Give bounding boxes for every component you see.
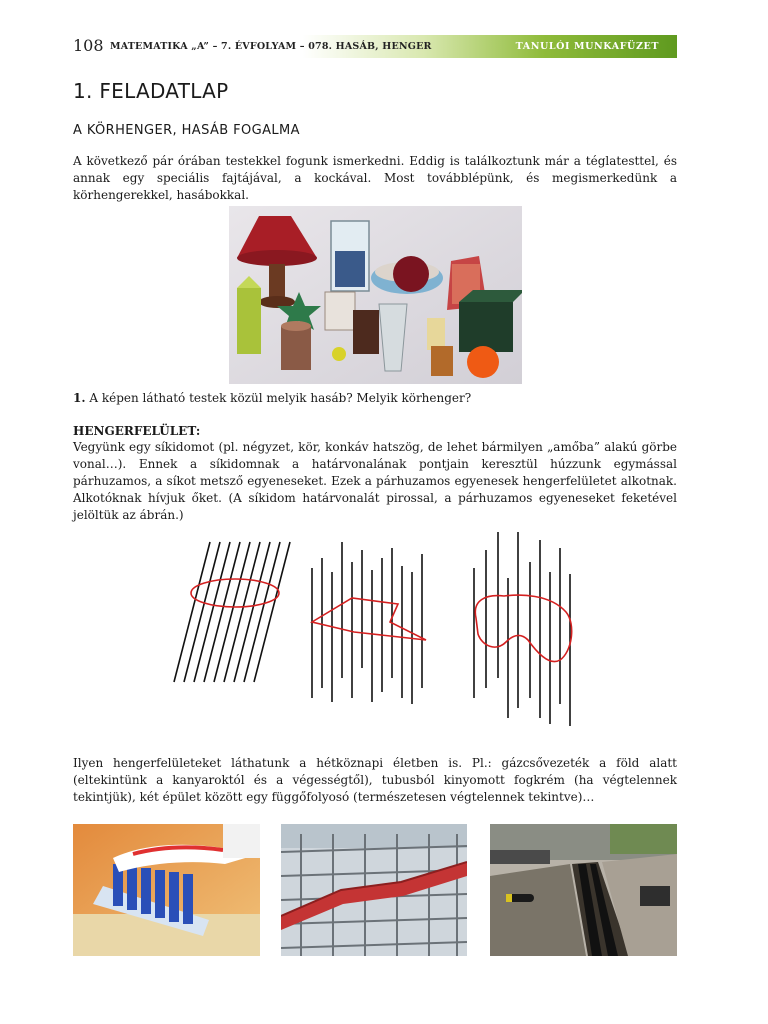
pipeline-photo	[490, 824, 677, 956]
building-photo	[281, 824, 467, 956]
toothpaste-photo	[73, 824, 260, 956]
figure-amoeba-boundary	[475, 595, 571, 661]
sheet-title: 1. FELADATLAP	[73, 79, 229, 103]
question-text: A képen látható testek közül melyik hasáb? Melyik körhenger?	[85, 391, 472, 405]
examples-paragraph: Ilyen hengerfelületeket láthatunk a hétköznapi életben is. Pl.: gázcsővezeték a föld alatt (eltekintünk a kanyaroktól és a végességtől), tubusból kinyomott fogkrém (ha végtelennek tekintjük), két épület között egy függőfolyosó (természetesen végtelennek tekintve)…	[73, 756, 677, 804]
page-number: 108	[73, 36, 104, 55]
header-right-label: TANULÓI MUNKAFÜZET	[515, 41, 659, 52]
hengerfelulet-paragraph: Vegyünk egy síkidomot (pl. négyzet, kör, konkáv hatszög, de lehet bármilyen „amőba” alakú görbe vonal…). Ennek a síkidomnak a határvonalának pontjain keresztül húzzunk egymással párhuzamos, a síkot metsző egyeneseket. Ezek a párhuzamos egyenesek hengerfelületet alkotnak. Alkotóknak hívjuk őket. (A síkidom határvonalát pirossal, a párhuzamos egyeneseket feketével jelöltük az ábrán.)	[73, 440, 677, 522]
figure-polygon	[312, 542, 422, 704]
question-1	[73, 391, 471, 405]
figure-amoeba	[474, 532, 570, 726]
intro-paragraph: A következő pár órában testekkel fogunk ismerkedni. Eddig is találkoztunk már a téglatesttel, és annak egy speciális fajtájával, a kockával. Most továbblépünk, és megismerkedünk a körhengerekkel, hasábokkal.	[73, 154, 677, 202]
hengerfelulet-heading: HENGERFELÜLET:	[73, 424, 201, 438]
figure-ellipse	[174, 542, 290, 682]
objects-photo	[229, 206, 522, 384]
header-bar	[73, 35, 677, 58]
diagram-svg	[168, 528, 588, 728]
cylinder-surface-diagram	[168, 528, 588, 728]
header-title: MATEMATIKA „A” – 7. ÉVFOLYAM – 078. HASÁB, HENGER	[110, 41, 432, 52]
section-title: A KÖRHENGER, HASÁB FOGALMA	[73, 123, 300, 138]
figure-polygon-boundary	[312, 598, 426, 640]
question-number: 1.	[73, 391, 86, 405]
